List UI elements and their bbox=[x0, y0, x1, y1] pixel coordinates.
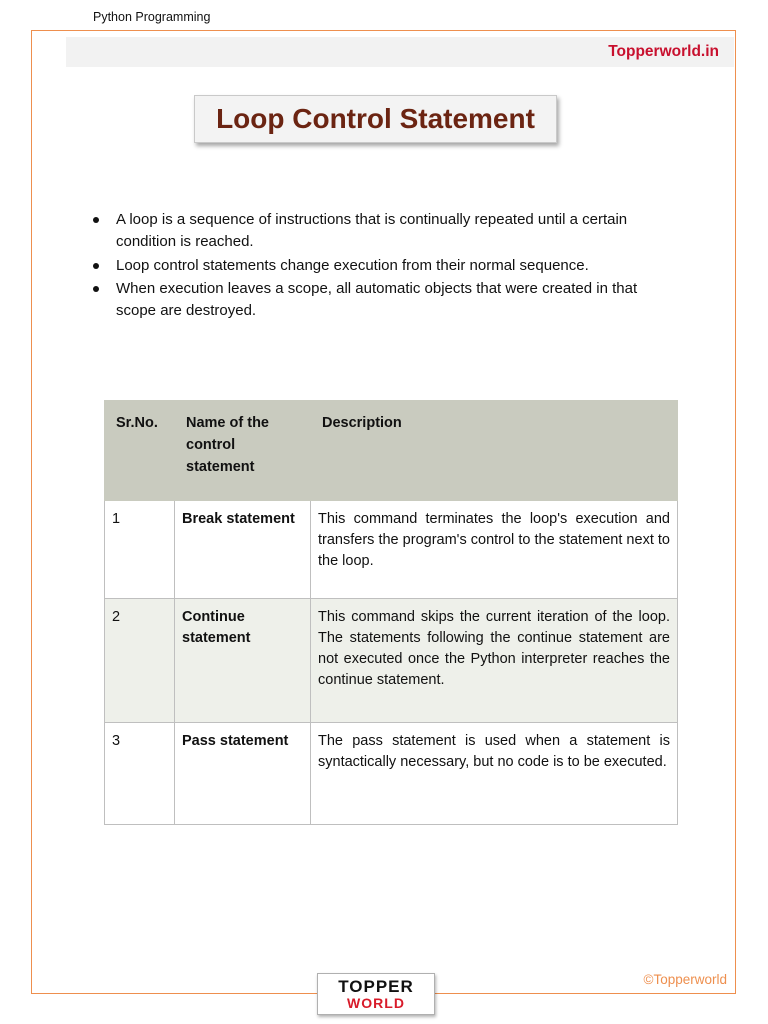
list-item bbox=[91, 255, 676, 277]
table-row bbox=[105, 599, 678, 723]
control-statement-table bbox=[104, 400, 678, 825]
bullet-text: A loop is a sequence of instructions that is continually repeated until a certain condition is reached. bbox=[116, 211, 628, 250]
logo-text-bottom: WORLD bbox=[347, 995, 405, 1011]
column-header-sr-no: Sr.No. bbox=[105, 401, 175, 501]
copyright-text: ©Topperworld bbox=[643, 972, 727, 987]
running-header: Python Programming bbox=[93, 10, 211, 24]
sr-no-cell: 2 bbox=[105, 599, 175, 723]
table-row bbox=[105, 501, 678, 599]
bullet-list bbox=[91, 209, 676, 324]
bullet-icon bbox=[93, 263, 99, 269]
brand-bar bbox=[66, 37, 734, 67]
logo-text-top: TOPPER bbox=[338, 977, 414, 996]
bullet-text: When execution leaves a scope, all automatic objects that were created in that scope are destroyed. bbox=[116, 280, 638, 319]
sr-no-cell: 3 bbox=[105, 723, 175, 825]
list-item bbox=[91, 278, 676, 322]
description-cell: This command terminates the loop's execution and transfers the program's control to the statement next to the loop. bbox=[311, 501, 678, 599]
column-header-name: Name of the control statement bbox=[175, 401, 311, 501]
bullet-icon bbox=[93, 286, 99, 292]
statement-name-cell: Pass statement bbox=[175, 723, 311, 825]
statement-name-cell: Continue statement bbox=[175, 599, 311, 723]
description-cell: This command skips the current iteration of the loop. The statements following the continue statement are not executed once the Python interpreter reaches the continue statement. bbox=[311, 599, 678, 723]
topperworld-logo bbox=[317, 973, 435, 1015]
list-item bbox=[91, 209, 676, 253]
statement-name-cell: Break statement bbox=[175, 501, 311, 599]
column-header-description: Description bbox=[311, 401, 678, 501]
title-box bbox=[194, 95, 557, 143]
bullet-text: Loop control statements change execution from their normal sequence. bbox=[116, 256, 589, 274]
page-title: Loop Control Statement bbox=[216, 103, 535, 134]
description-cell: The pass statement is used when a statement is syntactically necessary, but no code is to be executed. bbox=[311, 723, 678, 825]
table-header-row bbox=[105, 401, 678, 501]
sr-no-cell: 1 bbox=[105, 501, 175, 599]
table-row bbox=[105, 723, 678, 825]
bullet-icon bbox=[93, 217, 99, 223]
brand-name: Topperworld.in bbox=[608, 43, 719, 60]
